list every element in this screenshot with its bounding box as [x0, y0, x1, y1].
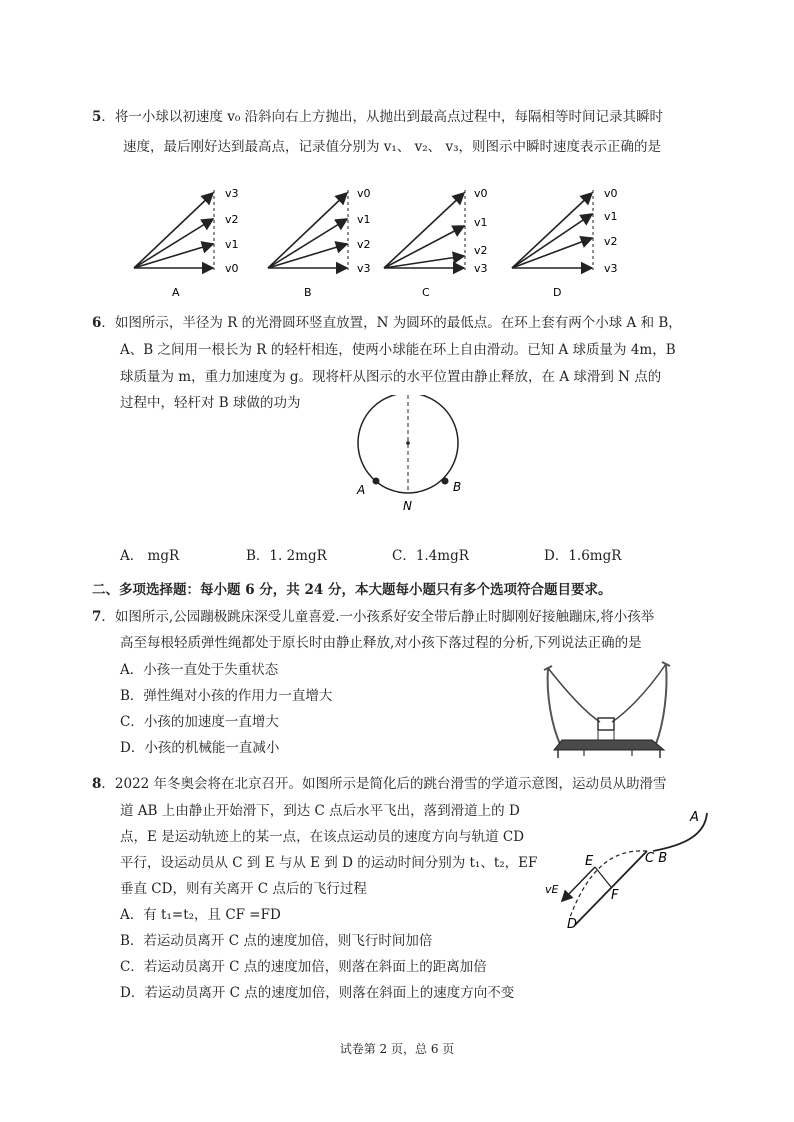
q5-diagram-c	[384, 187, 488, 299]
q5-c-label-1: v0	[474, 187, 488, 200]
q8-option-d: D．若运动员离开 C 点的速度加倍，则落在斜面上的速度方向不变	[120, 985, 515, 1001]
q6-option-a: A． mgR	[120, 548, 180, 564]
q7-number: 7	[92, 609, 102, 625]
q7-line1	[92, 607, 654, 627]
q8-line5: 垂直 CD，则有关离开 C 点后的飞行过程	[120, 881, 367, 897]
q6-point-n-label: N	[403, 499, 412, 513]
q8-label-f: F	[611, 888, 619, 903]
q5-a-label-4: v0	[225, 262, 239, 275]
q7-trampoline-figure	[540, 656, 674, 762]
q6-option-d: D．1.6mgR	[544, 548, 622, 564]
q7-option-c: C．小孩的加速度一直增大	[120, 714, 279, 730]
section2-title: 二、多项选择题：每小题 6 分，共 24 分，本大题每小题只有多个选项符合题目要求。	[92, 582, 612, 598]
q8-line1	[92, 774, 667, 794]
q6-line2: A、B 之间用一根长为 R 的轻杆相连，使两小球能在环上自由滑动。已知 A 球质量为 4m，B	[120, 342, 676, 358]
q5-text-1: ．将一小球以初速度 v₀ 沿斜向右上方抛出，从抛出到最高点过程中，每隔相等时间记录其瞬时	[101, 109, 664, 125]
q7-line2: 高至每根轻质弹性绳都处于原长时由静止释放,对小孩下落过程的分析,下列说法正确的是	[120, 635, 642, 651]
q8-option-a: A．有 t₁=t₂，且 CF =FD	[120, 907, 281, 923]
q6-option-c: C．1.4mgR	[392, 548, 469, 564]
q8-option-c: C．若运动员离开 C 点的速度加倍，则落在斜面上的距离加倍	[120, 959, 487, 975]
q6-ball-b-label: B	[453, 480, 462, 494]
q5-vector-diagrams	[120, 178, 640, 303]
q5-c-label-2: v1	[474, 216, 488, 229]
q5-b-label-1: v0	[357, 187, 371, 200]
q8-label-ve: vE	[545, 883, 559, 896]
q5-d-label-2: v1	[604, 210, 618, 223]
q7-option-a: A．小孩一直处于失重状态	[120, 662, 279, 678]
q5-a-label-1: v3	[225, 187, 239, 200]
q5-c-caption: C	[422, 286, 430, 299]
q8-text-1: ．2022 年冬奥会将在北京召开。如图所示是简化后的跳台滑雪的学道示意图，运动员从助滑雪	[101, 776, 667, 792]
q5-line2: 速度，最后刚好达到最高点，记录值分别为 v₁、 v₂、 v₃，则图示中瞬时速度表示正确的是	[123, 139, 661, 155]
q5-diagram-a	[134, 187, 239, 299]
q8-label-cb: C B	[645, 851, 668, 866]
q5-c-label-3: v2	[474, 244, 488, 257]
q8-line2: 道 AB 上由静止开始滑下，到达 C 点后水平飞出，落到滑道上的 D	[120, 803, 520, 819]
q6-line4: 过程中，轻杆对 B 球做的功为	[120, 395, 301, 411]
q5-b-caption: B	[304, 286, 312, 299]
q6-option-b: B．1. 2mgR	[246, 548, 327, 564]
q5-a-label-3: v1	[225, 238, 239, 251]
q8-line4: 平行，设运动员从 C 到 E 与从 E 到 D 的运动时间分别为 t₁、t₂，EF	[120, 855, 538, 871]
q6-line1	[92, 313, 682, 333]
q5-a-label-2: v2	[225, 213, 239, 226]
q8-label-d: D	[567, 917, 578, 932]
q8-option-b: B．若运动员离开 C 点的速度加倍，则飞行时间加倍	[120, 933, 433, 949]
q5-d-caption: D	[553, 286, 562, 299]
q5-diagram-d	[512, 187, 618, 299]
q5-b-label-4: v3	[357, 262, 371, 275]
q6-number: 6	[92, 315, 102, 331]
q8-line3: 点，E 是运动轨迹上的某一点，在该点运动员的速度方向与轨道 CD	[120, 829, 525, 845]
q6-text-1: ．如图所示，半径为 R 的光滑圆环竖直放置，N 为圆环的最低点。在环上套有两个小球 A 和 B，	[101, 315, 682, 331]
q5-d-label-4: v3	[604, 262, 618, 275]
q5-c-label-4: v3	[474, 262, 488, 275]
q5-d-label-1: v0	[604, 187, 618, 200]
q6-line3: 球质量为 m，重力加速度为 g。现将杆从图示的水平位置由静止释放，在 A 球滑到 N 点的	[120, 369, 662, 385]
q7-text-1: ．如图所示,公园蹦极跳床深受儿童喜爱.一小孩系好安全带后静止时脚刚好接触蹦床,将小孩举	[101, 609, 655, 625]
q5-b-label-3: v2	[357, 238, 371, 251]
q5-b-label-2: v1	[357, 213, 371, 226]
page-footer: 试卷第 2 页，总 6 页	[339, 1042, 455, 1056]
q8-number: 8	[92, 776, 102, 792]
q8-label-e: E	[585, 854, 594, 869]
q8-ski-jump-figure	[535, 805, 720, 935]
q8-label-a: A	[690, 810, 699, 825]
q5-line1	[92, 107, 663, 127]
q5-diagram-b	[268, 187, 371, 299]
q6-ring-figure	[345, 395, 485, 520]
q5-number: 5	[92, 109, 102, 125]
q7-option-b: B．弹性绳对小孩的作用力一直增大	[120, 688, 333, 704]
q5-a-caption: A	[172, 286, 180, 299]
q5-d-label-3: v2	[604, 235, 618, 248]
q6-ball-a-label: A	[357, 483, 366, 497]
q7-option-d: D．小孩的机械能一直减小	[120, 740, 280, 756]
